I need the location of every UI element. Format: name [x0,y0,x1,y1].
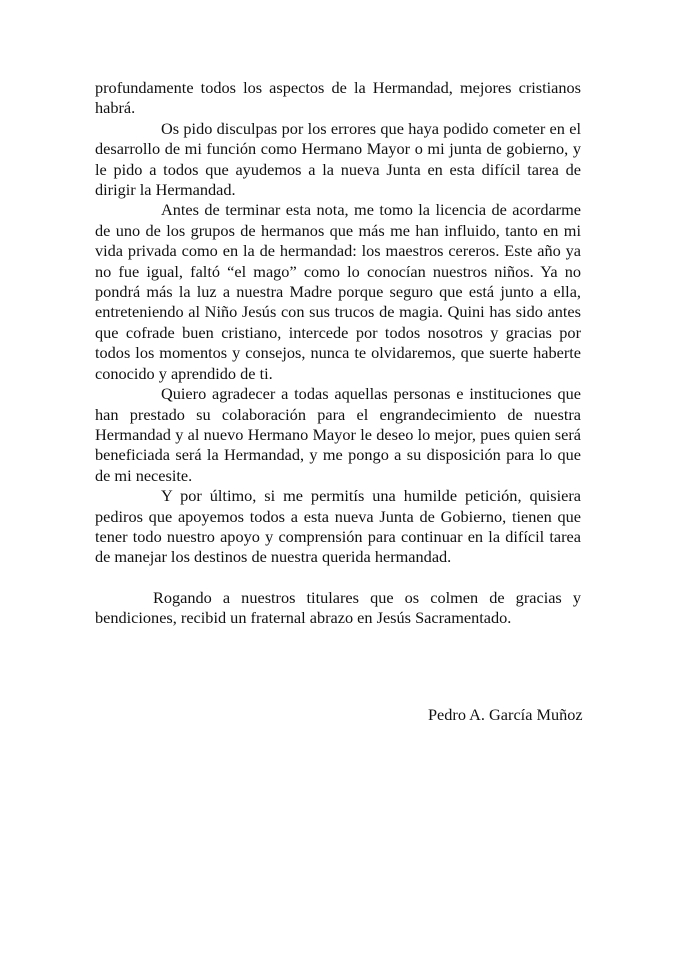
paragraph-tribute: Antes de terminar esta nota, me tomo la licencia de acordarme de uno de los grupos de hermanos que más me han influido, tanto en mi vida privada como en la de hermandad: los maestros cereros. Este año ya no fue igual, faltó “el mago” como lo conocían nuestros niños. Ya no pondrá más la luz a nuestra Madre porque seguro que está junto a ella, entreteniendo al Niño Jesús con sus trucos de magia. Quini has sido antes que cofrade buen cristiano, intercede por todos nosotros y gracias por todos los momentos y consejos, nunca te olvidaremos, que suerte haberte conocido y aprendido de ti. [95,200,581,383]
paragraph-closing: Rogando a nuestros titulares que os colmen de gracias y bendiciones, recibid un fraternal abrazo en Jesús Sacramentado. [95,587,581,628]
paragraph-apology: Os pido disculpas por los errores que haya podido cometer en el desarrollo de mi función como Hermano Mayor o mi junta de gobierno, y le pido a todos que ayudemos a la nueva Junta en esta difícil tarea de dirigir la Hermandad. [95,118,581,200]
paragraph-continuation: profundamente todos los aspectos de la Hermandad, mejores cristianos habrá. [95,78,581,118]
letter-body [95,78,581,629]
paragraph-thanks: Quiero agradecer a todas aquellas personas e instituciones que han prestado su colaboración para el engrandecimiento de nuestra Hermandad y al nuevo Hermano Mayor le deseo lo mejor, pues quien será beneficiada será la Hermandad, y me pongo a su disposición para lo que de mi necesite. [95,384,581,485]
signature: Pedro A. García Muñoz [428,705,583,724]
paragraph-request: Y por último, si me permitís una humilde petición, quisiera pediros que apoyemos todos a esta nueva Junta de Gobierno, tienen que tener todo nuestro apoyo y comprensión para continuar en la difícil tarea de manejar los destinos de nuestra querida hermandad. [95,486,581,567]
